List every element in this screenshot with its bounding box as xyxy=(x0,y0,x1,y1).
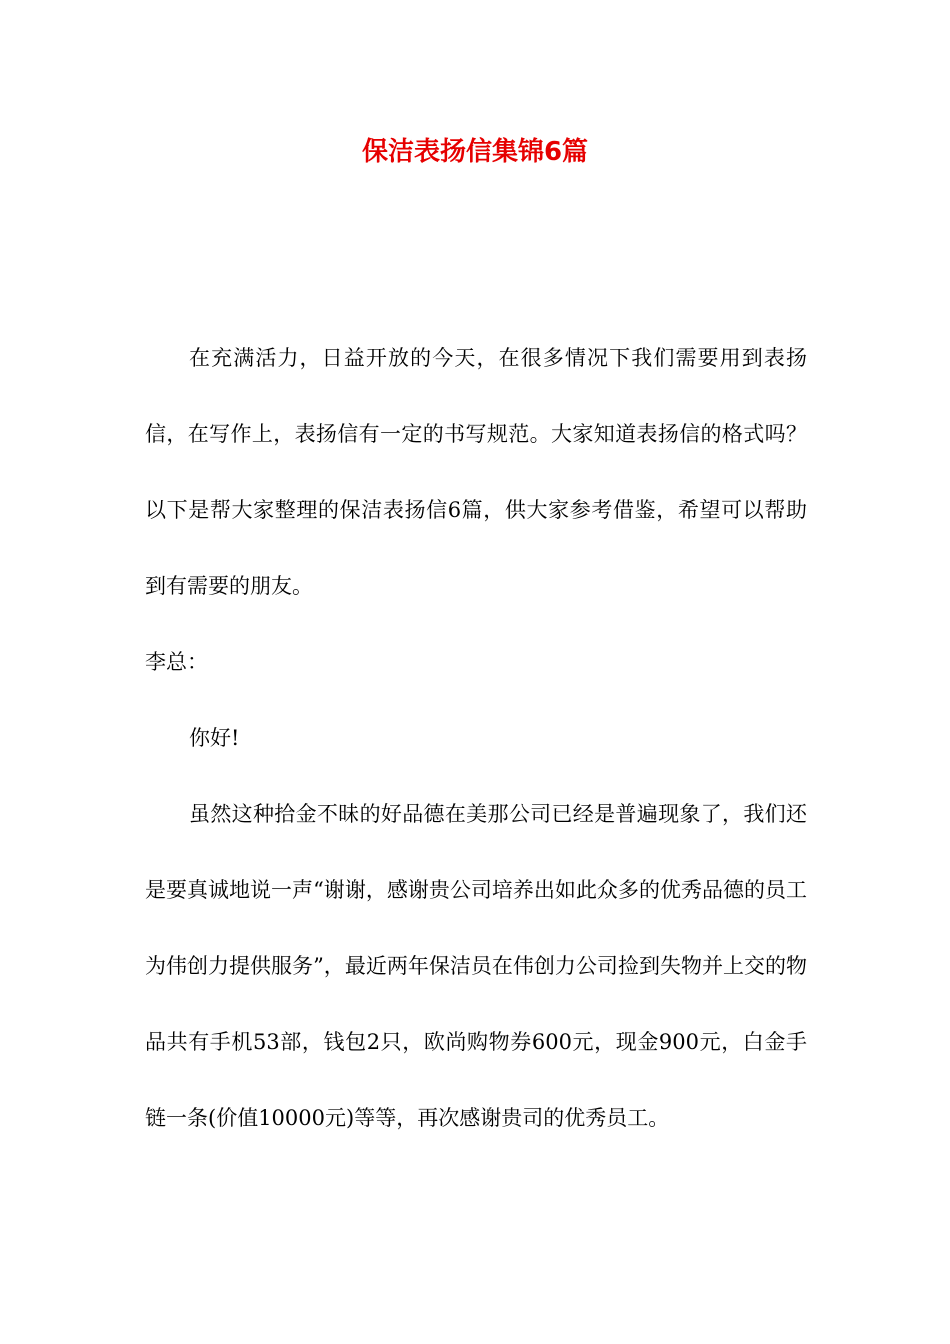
document-body xyxy=(145,320,807,1156)
salutation: 李总： xyxy=(145,650,208,674)
document-title: 保洁表扬信集锦6篇 xyxy=(361,137,589,167)
letter-body-paragraph: 虽然这种拾金不昧的好品德在美那公司已经是普遍现象了，我们还是要真诚地说一声“谢谢，感谢贵公司培养出如此众多的优秀品德的员工为伟创力提供服务”，最近两年保洁员在伟创力公司捡到失物并上交的物品共有手机53部，钱包2只，欧尚购物券600元，现金900元，白金手链一条(价值10000元)等等，再次感谢贵司的优秀员工。 xyxy=(145,802,807,1130)
greeting: 你好! xyxy=(189,726,240,750)
intro-paragraph: 在充满活力，日益开放的今天，在很多情况下我们需要用到表扬信，在写作上，表扬信有一定的书写规范。大家知道表扬信的格式吗？以下是帮大家整理的保洁表扬信6篇，供大家参考借鉴，希望可以帮助到有需要的朋友。 xyxy=(145,346,807,598)
